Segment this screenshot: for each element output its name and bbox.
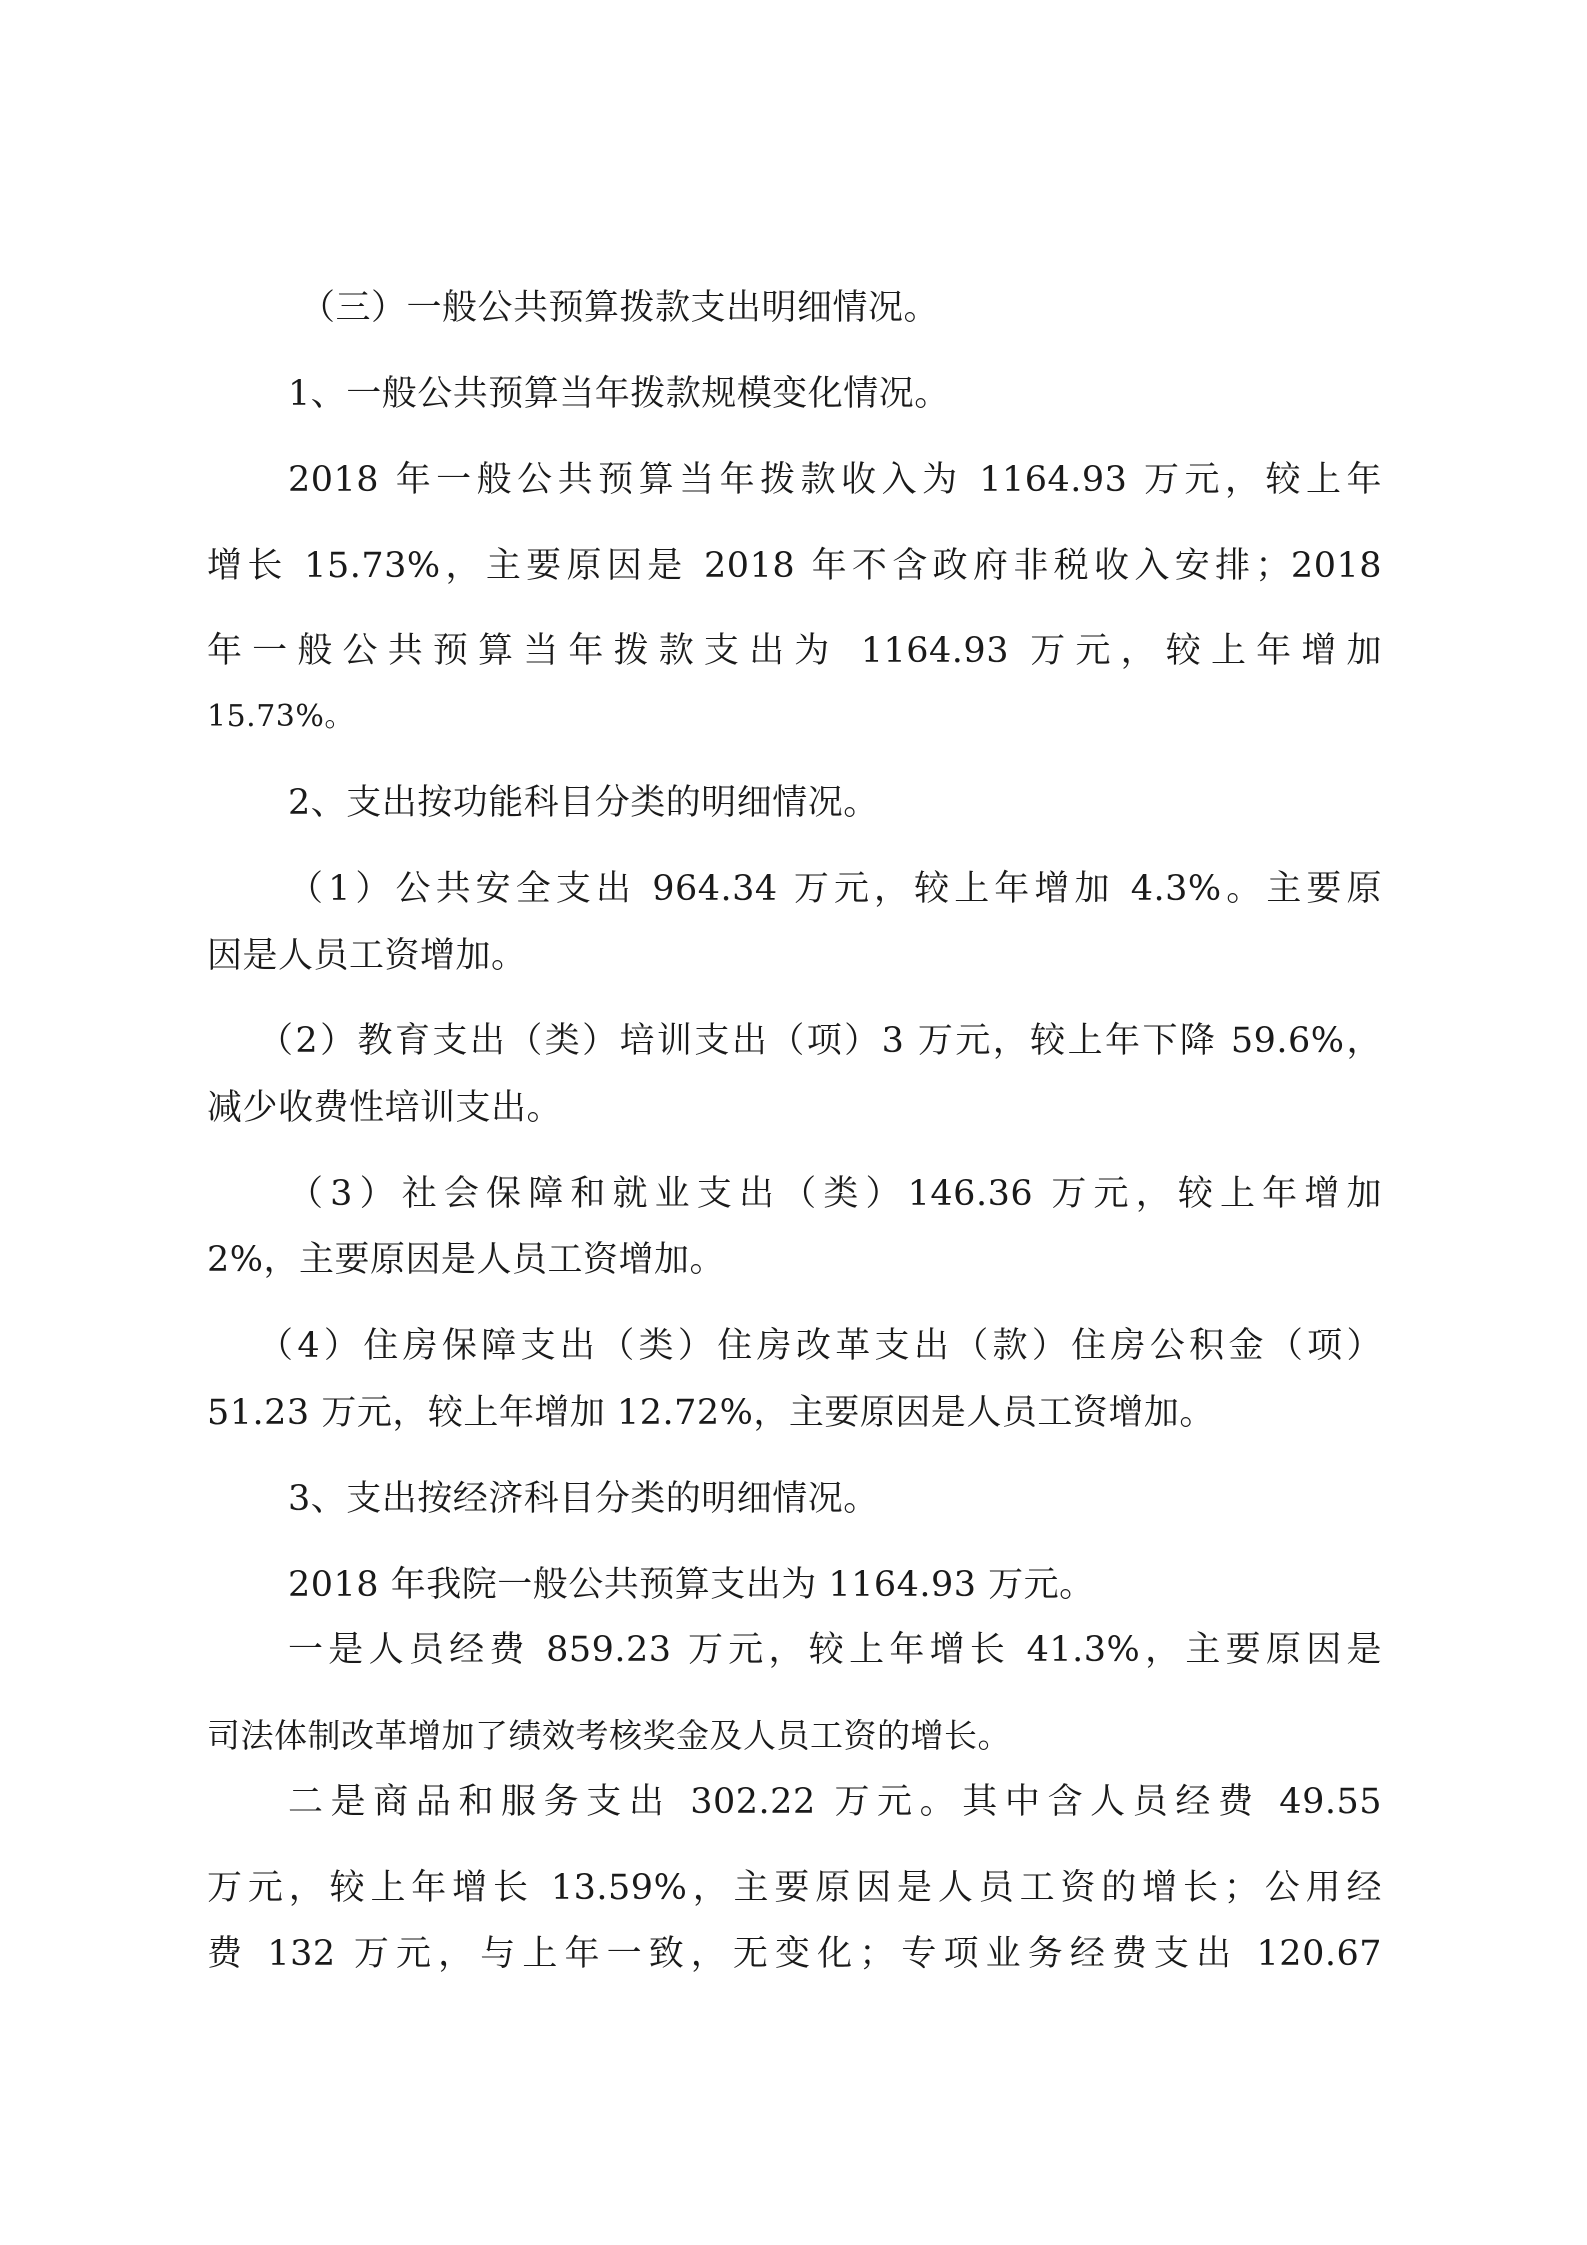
paragraph-line: 减少收费性培训支出。 [207, 1088, 563, 1128]
paragraph-line: （3）社会保障和就业支出（类）146.36 万元，较上年增加 [288, 1174, 1382, 1214]
paragraph-line: 因是人员工资增加。 [207, 936, 527, 976]
subsection-heading: 3、支出按经济科目分类的明细情况。 [288, 1479, 879, 1519]
paragraph-line: 年一般公共预算当年拨款支出为 1164.93 万元，较上年增加 [207, 631, 1382, 671]
paragraph-line: （4）住房保障支出（类）住房改革支出（款）住房公积金（项） [258, 1326, 1382, 1366]
subsection-heading: 2、支出按功能科目分类的明细情况。 [288, 783, 879, 823]
paragraph-line: 二是商品和服务支出 302.22 万元。其中含人员经费 49.55 [288, 1782, 1382, 1822]
subsection-heading: 1、一般公共预算当年拨款规模变化情况。 [288, 374, 950, 414]
paragraph-line: 增长 15.73%，主要原因是 2018 年不含政府非税收入安排；2018 [207, 546, 1382, 586]
paragraph-line: 2%，主要原因是人员工资增加。 [207, 1240, 726, 1280]
paragraph-line: 2018 年我院一般公共预算支出为 1164.93 万元。 [288, 1565, 1095, 1605]
paragraph-line: （1）公共安全支出 964.34 万元，较上年增加 4.3%。主要原 [288, 869, 1382, 909]
paragraph-line: 15.73%。 [207, 699, 355, 734]
paragraph-line: （2）教育支出（类）培训支出（项）3 万元，较上年下降 59.6%， [258, 1021, 1382, 1061]
paragraph-line: 一是人员经费 859.23 万元，较上年增长 41.3%，主要原因是 [288, 1630, 1382, 1670]
section-heading: （三）一般公共预算拨款支出明细情况。 [300, 288, 940, 328]
paragraph-line: 司法体制改革增加了绩效考核奖金及人员工资的增长。 [207, 1716, 1011, 1755]
paragraph-line: 万元，较上年增长 13.59%，主要原因是人员工资的增长；公用经 [207, 1868, 1382, 1908]
paragraph-line: 费 132 万元，与上年一致，无变化；专项业务经费支出 120.67 [207, 1934, 1382, 1974]
paragraph-line: 2018 年一般公共预算当年拨款收入为 1164.93 万元，较上年 [288, 460, 1382, 500]
paragraph-line: 51.23 万元，较上年增加 12.72%，主要原因是人员工资增加。 [207, 1393, 1215, 1433]
